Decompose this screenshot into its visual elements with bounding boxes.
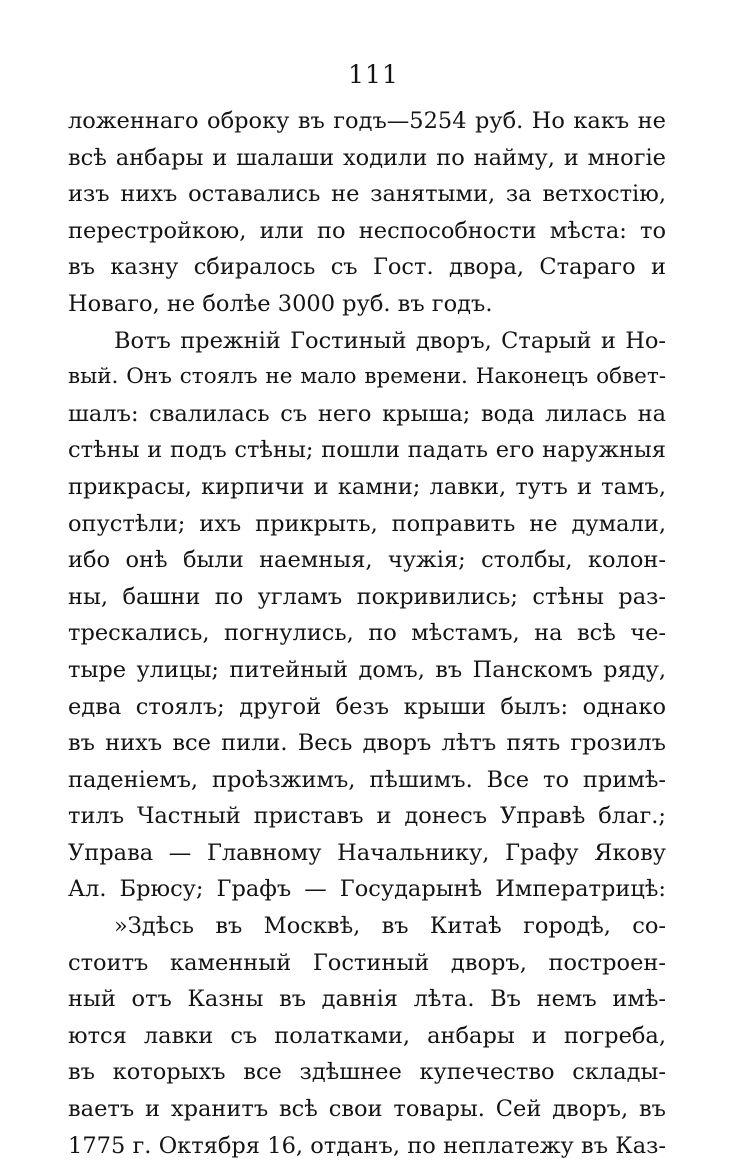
- body-text: [68, 103, 666, 1164]
- text-line: Новаго, не болѣе 3000 руб. въ годъ.: [68, 290, 493, 317]
- text-line: въ нихъ все пили. Весь дворъ лѣтъ пять грозилъ: [68, 730, 666, 757]
- text-line: паденіемъ, проѣзжимъ, пѣшимъ. Все то примѣ-: [68, 766, 666, 793]
- text-line: 1775 г. Октября 16, отданъ, по неплатежу въ Каз-: [68, 1132, 666, 1159]
- text-line: тилъ Частный приставъ и донесъ Управѣ благ.;: [68, 803, 666, 830]
- text-line: опустѣли; ихъ прикрыть, поправить не думали,: [68, 510, 666, 537]
- text-line: Ал. Брюсу; Графъ — Государынѣ Императрицѣ:: [68, 876, 666, 903]
- text-line: ибо онѣ были наемныя, чужія; столбы, колон-: [68, 547, 666, 574]
- text-line: стѣны и подъ стѣны; пошли падать его наружныя: [68, 437, 666, 464]
- text-line: едва стоялъ; другой безъ крыши былъ: однако: [68, 693, 666, 720]
- text-line: ный отъ Казны въ давнія лѣта. Въ немъ имѣ-: [68, 986, 666, 1013]
- text-line: прикрасы, кирпичи и камни; лавки, тутъ и тамъ,: [68, 473, 666, 500]
- text-line: Управа — Главному Начальнику, Графу Якову: [68, 839, 666, 866]
- text-line: перестройкою, или по неспособности мѣста: то: [68, 217, 666, 244]
- text-line: стоитъ каменный Гостиный дворъ, построен-: [68, 949, 666, 976]
- text-line: тыре улицы; питейный домъ, въ Панскомъ ряду,: [68, 656, 666, 683]
- text-line: въ казну сбиралось съ Гост. двора, Стараго и: [68, 254, 666, 281]
- text-line: ложеннаго оброку въ годъ—5254 руб. Но какъ не: [68, 108, 666, 134]
- text-line: ны, башни по угламъ покривились; стѣны раз-: [68, 583, 666, 610]
- text-line: »Здѣсь въ Москвѣ, въ Китаѣ городѣ, со-: [114, 913, 666, 940]
- text-line: ются лавки съ полатками, анбары и погреба,: [68, 1022, 666, 1049]
- page-number: 111: [348, 60, 399, 89]
- text-line: шалъ: свалилась съ него крыша; вода лилась на: [68, 400, 666, 427]
- text-line: ваетъ и хранитъ всѣ свои товары. Сей дворъ, въ: [68, 1096, 666, 1123]
- text-line: Вотъ прежній Гостиный дворъ, Старый и Но-: [114, 327, 666, 354]
- text-line: въ которыхъ все здѣшнее купечество склады-: [68, 1059, 666, 1086]
- text-line: изъ нихъ оставались не занятыми, за ветхостію,: [68, 181, 666, 208]
- text-line: трескались, погнулись, по мѣстамъ, на всѣ че-: [68, 620, 666, 647]
- text-line: всѣ анбары и шалаши ходили по найму, и многіе: [68, 144, 666, 171]
- text-line: вый. Онъ стоялъ не мало времени. Наконецъ обвет-: [68, 364, 666, 390]
